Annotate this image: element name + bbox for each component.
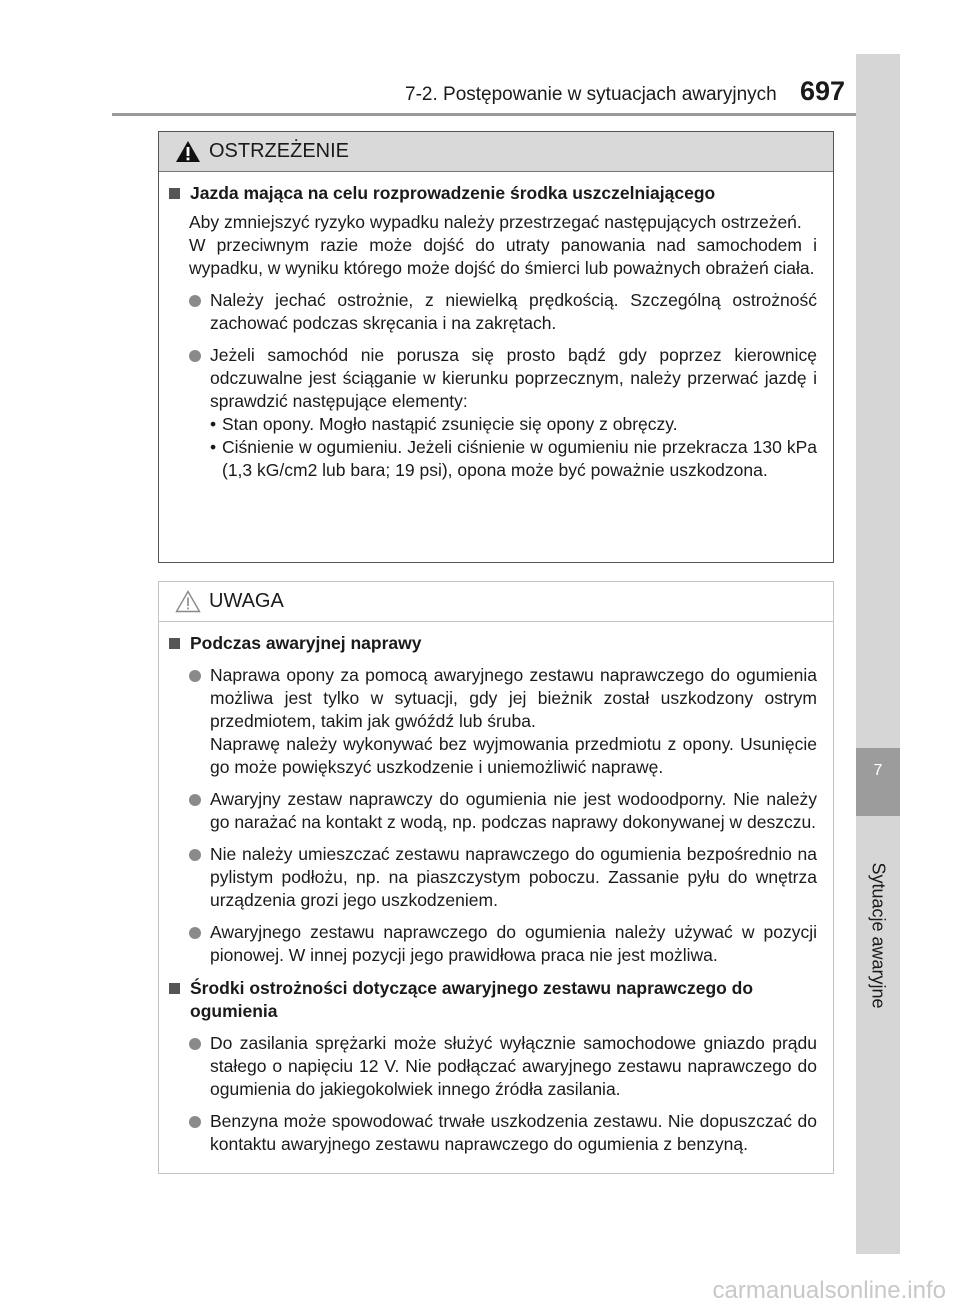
warning-icon xyxy=(175,140,201,163)
bullet-icon xyxy=(189,794,201,806)
chapter-label: Sytuacje awaryjne xyxy=(868,862,889,1009)
list-item: Benzyna może spowodować trwałe uszkodzenia zestawu. Nie dopuszczać do kontaktu awaryjnego zestawu naprawczego do ogumienia z benzyną. xyxy=(169,1110,817,1156)
warning-header xyxy=(159,132,833,172)
bullet-icon xyxy=(189,295,201,307)
list-item: Należy jechać ostrożnie, z niewielką prędkością. Szczególną ostrożność zachować podczas skręcania i na zakrętach. xyxy=(169,289,817,335)
bullet-icon xyxy=(189,350,201,362)
square-bullet-icon xyxy=(169,638,180,649)
caution-header xyxy=(159,582,833,622)
list-item: Awaryjnego zestawu naprawczego do ogumienia należy używać w pozycji pionowej. W innej pozycji jego prawidłowa praca nie jest możliwa. xyxy=(169,921,817,967)
bullet-icon xyxy=(189,1038,201,1050)
list-item: Nie należy umieszczać zestawu naprawczego do ogumienia bezpośrednio na pylistym podłożu, np. na piaszczystym poboczu. Zassanie pyłu do wnętrza urządzenia grozi jego uszkodzeniem. xyxy=(169,843,817,912)
square-bullet-icon xyxy=(169,983,180,994)
warning-title: OSTRZEŻENIE xyxy=(209,140,350,162)
caution-box xyxy=(158,581,834,1174)
bullet-icon xyxy=(189,670,201,682)
chapter-number: 7 xyxy=(873,762,883,779)
section-heading: Podczas awaryjnej naprawy xyxy=(169,632,817,655)
list-item: Naprawa opony za pomocą awaryjnego zestawu naprawczego do ogumienia możliwa jest tylko w sytuacji, gdy jej bieżnik został uszkodzony ostrym przedmiotem, takim jak gwóźdź lub śruba. Naprawę należy wykonywać bez wyjmowania przedmiotu z opony. Usunięcie go może powiększyć uszkodzenie i uniemożliwić naprawę. xyxy=(169,664,817,779)
warning-box xyxy=(158,131,834,563)
list-item: Jeżeli samochód nie porusza się prosto bądź gdy poprzez kierownicę odczuwalne jest ściąganie w kierunku poprzecznym, należy przerwać jazdę i sprawdzić następujące elementy: • Stan opony. Mogło nastąpić zsunięcie się opony z obręczy. • Ciśnienie w ogumieniu. Jeżeli ciśnienie w ogumieniu nie przekracza 130 kPa (1,3 kG/cm2 lub bara; 19 psi), opona może być poważnie uszkodzona. xyxy=(169,344,817,482)
square-bullet-icon xyxy=(169,188,180,199)
list-item: Do zasilania sprężarki może służyć wyłącznie samochodowe gniazdo prądu stałego o napięciu 12 V. Nie podłączać awaryjnego zestawu naprawczego do ogumienia do jakiegokolwiek innego źródła zasilania. xyxy=(169,1032,817,1101)
bullet-icon xyxy=(189,1116,201,1128)
side-tab xyxy=(856,54,900,1254)
header-rule xyxy=(112,113,900,116)
caution-icon xyxy=(175,590,201,613)
paragraph: Aby zmniejszyć ryzyko wypadku należy przestrzegać następujących ostrzeżeń. xyxy=(189,212,802,232)
paragraph: W przeciwnym razie może dojść do utraty panowania nad samochodem i wypadku, w wyniku którego może dojść do śmierci lub poważnych obrażeń ciała. xyxy=(189,235,817,278)
bullet-icon xyxy=(189,927,201,939)
watermark: carmanualsonline.info xyxy=(712,1277,946,1304)
header-title: 7-2. Postępowanie w sytuacjach awaryjnych xyxy=(405,84,777,105)
list-item: Awaryjny zestaw naprawczy do ogumienia nie jest wodoodporny. Nie należy go narażać na kontakt z wodą, np. podczas naprawy dokonywanej w deszczu. xyxy=(169,788,817,834)
section-heading: Środki ostrożności dotyczące awaryjnego zestawu naprawczego do ogumienia xyxy=(169,977,817,1023)
page-number: 697 xyxy=(800,76,846,106)
bullet-icon xyxy=(189,849,201,861)
caution-title: UWAGA xyxy=(209,590,284,612)
sub-item: • Ciśnienie w ogumieniu. Jeżeli ciśnienie w ogumieniu nie przekracza 130 kPa (1,3 kG/cm2 lub bara; 19 psi), opona może być poważnie uszkodzona. xyxy=(210,437,817,480)
sub-item: • Stan opony. Mogło nastąpić zsunięcie się opony z obręczy. xyxy=(210,414,678,434)
section-heading: Jazda mająca na celu rozprowadzenie środka uszczelniającego xyxy=(169,182,817,205)
